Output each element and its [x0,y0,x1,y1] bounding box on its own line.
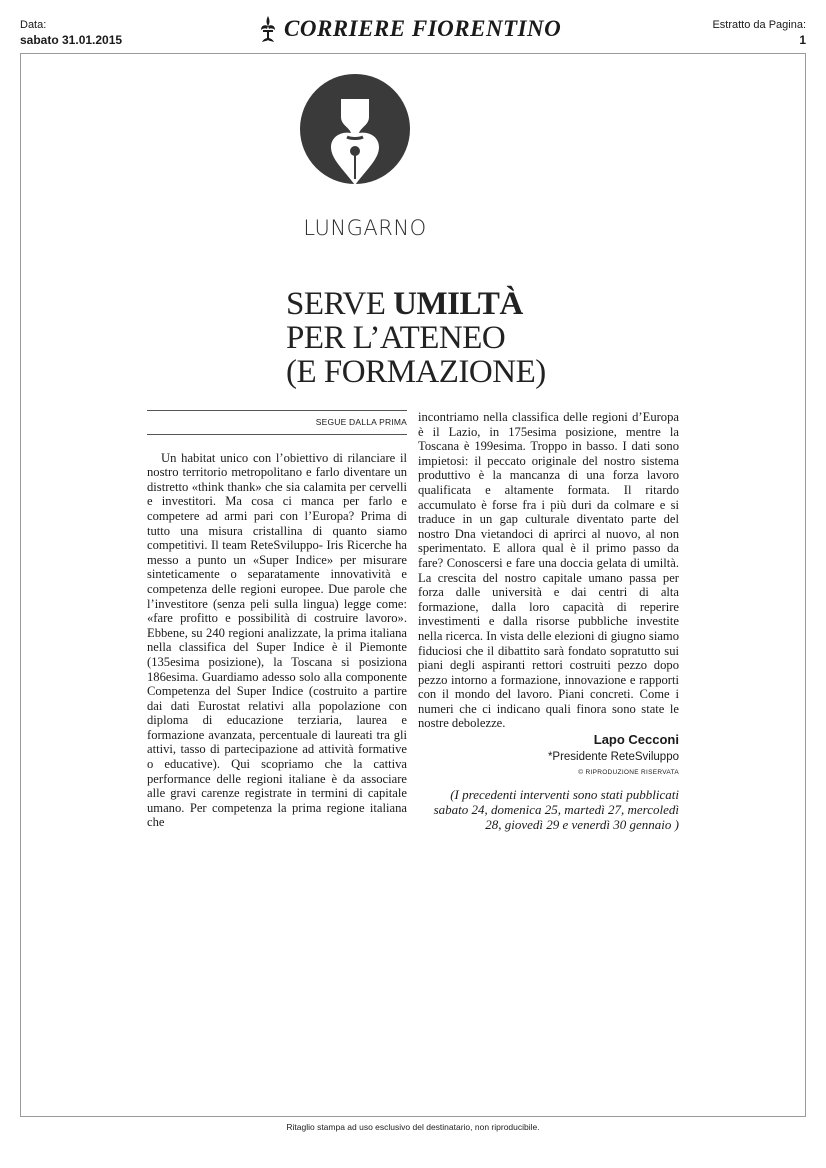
newspaper-name: CORRIERE FIORENTINO [284,16,562,41]
clipping-frame [20,53,806,1117]
rights-notice: © RIPRODUZIONE RISERVATA [578,769,679,777]
body-text-2: incontriamo nella classifica delle regioni d’Europa è il Lazio, in 175esima posizione, mentre la Toscana è 199esima. Troppo in basso. I dati sono impietosi: il peccato originale del nostro sistema produttivo è la mancanza di una forza lavoro qualificata e altamente formata. Il ritardo accumulato è forse fra i più duri da colmare e si traduce in un gap culturale diventato parte del nostro Dna vietandoci di aprirci al nuovo, al non sperimentato. E allora qual è il primo passo da fare? Conoscersi e fare una doccia gelata di umiltà. La crescita del nostro capitale umano passa per forza dalle università e dai centri di alta formazione, dalla loro capacità di reperire investimenti e dalla risorse pubbliche investite nella ricerca. In vista delle elezioni di giugno siamo fiduciosi che il dibattito sarà fondato sopratutto sui piani degli aspiranti rettori costruiti pezzo dopo pezzo intorno a formazione, innovazione e rapporti con il mondo del lavoro. Piani concreti. Come i numeri che ci indicano quali finora sono state le nostre debolezze. [418,410,679,731]
headline-line-1 [286,287,586,321]
headline-line-3: (E FORMAZIONE) [286,354,546,390]
page-label: Estratto da Pagina: [712,19,806,31]
date-label: Data: [20,19,47,31]
body-text-1: Un habitat unico con l’obiettivo di rilanciare il nostro territorio metropolitano e farlo diventare un distretto «think thank» che sia calamita per cervelli e investitori. Ma cosa ci manca per farlo e competere ad armi pari con l’Europa? Prima di tutto una misura cristallina di quanto siamo competitivi. Il team ReteSviluppo- Iris Ricerche ha messo a punto un «Super Indice» per misurare sinteticamente o separatamente innovatività e competenza delle regioni europee. Due parole che l’investitore (senza peli sulla lingua) legge come: «fare profitto e possibilità di costruire lavoro». Ebbene, su 240 regioni analizzate, la prima italiana nella classifica del Super Indice è il Piemonte (135esima posizione), la Toscana si posiziona 186esima. Guardiamo adesso solo alla componente Competenza del Super Indice (costruito a partire dai dati Eurostat relativi alla popolazione con diploma di educazione terziaria, laurea e formazione avanzata, percentuale di laureati tra gli attivi, tasso di partecipazione ad attività formative o educative). Qui scopriamo che la cattiva performance delle regioni italiane è da associare alle gravi carenze registrate in termini di capitale umano. Per competenza la prima regione italiana che [147,450,407,830]
continued-from-label: SEGUE DALLA PRIMA [147,415,407,435]
clipping-page [712,18,806,48]
pen-nib-logo-icon [299,73,411,201]
masthead [258,12,578,46]
author-role: *Presidente ReteSviluppo [547,750,679,763]
footer-disclaimer: Ritaglio stampa ad uso esclusivo del destinatario, non riproducibile. [286,1122,540,1132]
column-top-rule [147,410,407,411]
article-column-2 [418,410,679,832]
florence-lily-icon [258,14,278,44]
page-value: 1 [799,33,806,47]
author-name: Lapo Cecconi [593,732,679,748]
article-headline [286,287,586,389]
section-label: LUNGARNO [303,216,427,240]
series-note: (I precedenti interventi sono stati pubblicati sabato 24, domenica 25, martedì 27, mercoledì 28, giovedì 29 e venerdì 30 gennaio ) [433,786,679,832]
headline-word-serve: SERVE [286,286,394,322]
date-value: sabato 31.01.2015 [20,33,123,47]
article-column-1 [147,410,407,830]
headline-word-umilta: UMILTÀ [393,286,523,322]
headline-line-2: PER L’ATENEO [286,320,506,356]
clipping-date [20,18,122,48]
